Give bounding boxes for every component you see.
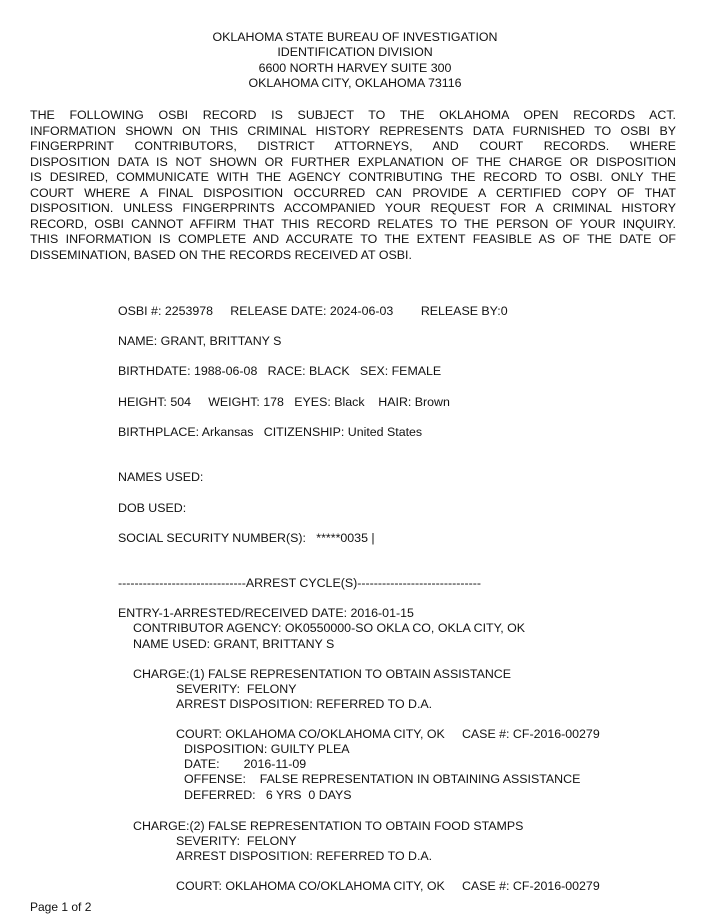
- division-name: IDENTIFICATION DIVISION: [277, 45, 433, 60]
- notice-line: THE FOLLOWING OSBI RECORD IS SUBJECT TO THE OKLAHOMA OPEN RECORDS ACT.: [30, 108, 676, 122]
- agency-street-address: 6600 NORTH HARVEY SUITE 300: [258, 60, 452, 75]
- names-used: NAMES USED:: [118, 470, 204, 484]
- notice-line: IS DESIRED, COMMUNICATE WITH THE AGENCY CONTRIBUTING THE RECORD TO OSBI. ONLY THE: [30, 170, 676, 184]
- dob-used: DOB USED:: [118, 501, 187, 515]
- open-records-notice: [30, 108, 676, 263]
- birthplace-citizenship: BIRTHPLACE: Arkansas CITIZENSHIP: United States: [118, 425, 423, 439]
- notice-line: RECORD, OSBI CANNOT AFFIRM THAT THIS RECORD RELATES TO THE PERSON OF YOUR INQUIRY.: [30, 216, 676, 231]
- birthdate-race-sex: BIRTHDATE: 1988-06-08 RACE: BLACK SEX: FEMALE: [118, 364, 442, 378]
- charge-1-severity: SEVERITY: FELONY: [176, 682, 297, 696]
- charge-2-court: COURT: OKLAHOMA CO/OKLAHOMA CITY, OK CASE #: CF-2016-00279: [176, 879, 600, 893]
- notice-line: INFORMATION SHOWN ON THIS CRIMINAL HISTORY REPRESENTS DATA FURNISHED TO OSBI BY: [30, 123, 676, 138]
- social-security-numbers: SOCIAL SECURITY NUMBER(S): *****0035 |: [118, 531, 375, 545]
- document-header: [0, 30, 710, 91]
- entry-title: ENTRY-1-ARRESTED/RECEIVED DATE: 2016-01-15: [118, 606, 414, 620]
- agency-city-state-zip: OKLAHOMA CITY, OKLAHOMA 73116: [248, 75, 462, 90]
- contributor-agency: CONTRIBUTOR AGENCY: OK0550000-SO OKLA CO, OKLA CITY, OK: [133, 621, 526, 635]
- charge-2-severity: SEVERITY: FELONY: [176, 834, 297, 848]
- page-number: Page 1 of 2: [30, 900, 92, 914]
- charge-1-deferred: DEFERRED: 6 YRS 0 DAYS: [184, 788, 352, 802]
- osbi-release-line: OSBI #: 2253978 RELEASE DATE: 2024-06-03 RELEASE BY:0: [118, 304, 508, 318]
- charge-1-disposition: DISPOSITION: GUILTY PLEA: [184, 742, 350, 756]
- notice-line: DISSEMINATION, BASED ON THE RECORDS RECEIVED AT OSBI.: [30, 247, 412, 262]
- agency-name: OKLAHOMA STATE BUREAU OF INVESTIGATION: [212, 30, 498, 44]
- notice-line: DISPOSITION. UNLESS FINGERPRINTS ACCOMPANIED YOUR REQUEST FOR A CRIMINAL HISTORY: [30, 201, 676, 215]
- charge-1-date: DATE: 2016-11-09: [184, 757, 307, 771]
- charge-1-title: CHARGE:(1) FALSE REPRESENTATION TO OBTAIN ASSISTANCE: [133, 667, 511, 681]
- notice-line: COURT WHERE A FINAL DISPOSITION OCCURRED CAN PROVIDE A CERTIFIED COPY OF THAT: [30, 185, 676, 200]
- charge-2-title: CHARGE:(2) FALSE REPRESENTATION TO OBTAIN FOOD STAMPS: [133, 819, 524, 833]
- subject-name: NAME: GRANT, BRITTANY S: [118, 334, 282, 348]
- notice-line: THIS INFORMATION IS COMPLETE AND ACCURATE TO THE EXTENT FEASIBLE AS OF THE DATE OF: [30, 232, 676, 246]
- entry-name-used: NAME USED: GRANT, BRITTANY S: [133, 637, 335, 651]
- charge-1-offense: OFFENSE: FALSE REPRESENTATION IN OBTAINING ASSISTANCE: [184, 772, 581, 786]
- charge-2-arrest-disposition: ARREST DISPOSITION: REFERRED TO D.A.: [176, 849, 433, 863]
- physical-description: HEIGHT: 504 WEIGHT: 178 EYES: Black HAIR: Brown: [118, 395, 450, 409]
- charge-1-court: COURT: OKLAHOMA CO/OKLAHOMA CITY, OK CASE #: CF-2016-00279: [176, 727, 600, 741]
- notice-line: DISPOSITION DATA IS NOT SHOWN OR FURTHER EXPLANATION OF THE CHARGE OR DISPOSITION: [30, 154, 676, 169]
- arrest-cycle-divider: -------------------------------ARREST CYCLE(S)------------------------------: [118, 576, 482, 590]
- notice-line: FINGERPRINT CONTRIBUTORS, DISTRICT ATTORNEYS, AND COURT RECORDS. WHERE: [30, 139, 676, 153]
- charge-1-arrest-disposition: ARREST DISPOSITION: REFERRED TO D.A.: [176, 697, 433, 711]
